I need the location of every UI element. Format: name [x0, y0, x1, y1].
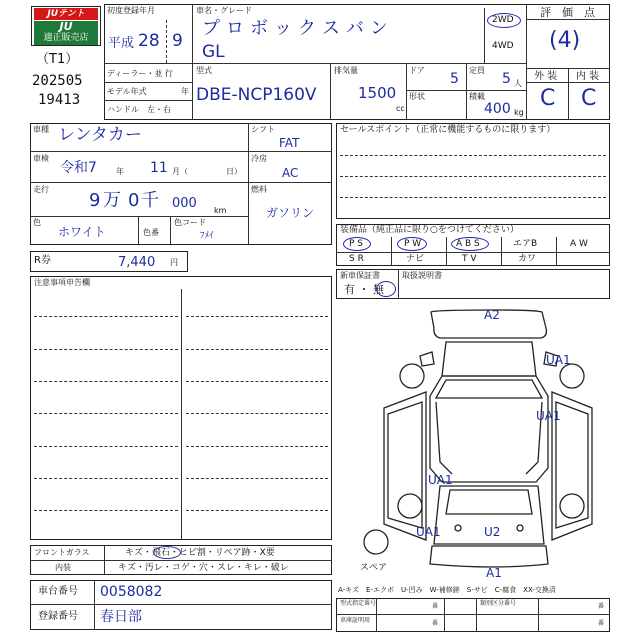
reg-value: 春日部	[100, 609, 142, 625]
equip-tv: T V	[462, 254, 477, 264]
mileage-label: 走行	[33, 185, 49, 194]
rating-value: (4)	[549, 28, 581, 53]
spare-tire	[364, 530, 388, 554]
reg-month: 9	[172, 31, 183, 51]
body-type-label: 車種	[33, 125, 49, 134]
color-no-label: 色番	[143, 228, 159, 237]
shift-label: シフト	[251, 125, 275, 134]
mileage-1: 9	[89, 190, 101, 211]
insp-month-unit: 月（	[172, 167, 188, 176]
color-value: ホワイト	[58, 225, 106, 239]
logo-sub: 適正販売店	[43, 33, 89, 43]
notes-label: 注意事項申告欄	[34, 278, 90, 287]
rating-label: 評 価 点	[540, 6, 595, 19]
lot-num1: 202505	[32, 73, 83, 89]
damage-legend: A-キズ E-エクボ U-凹み W-補修跡 S-サビ C-腐食 XX-交換済	[338, 586, 556, 594]
reg-label: 登録番号	[38, 611, 78, 622]
equip-airbag: エアB	[513, 239, 538, 249]
person-unit: 人	[514, 79, 522, 88]
insp-month: 11	[150, 160, 168, 176]
yen-unit: 円	[170, 258, 178, 267]
equip-sr: S R	[349, 254, 364, 264]
drive-2wd: 2WD	[492, 15, 514, 25]
mileage-2: 0	[128, 190, 140, 211]
front-glass-value: キズ・飛石・ヒビ割・リペア跡・X要	[125, 548, 275, 558]
insp-year-unit: 年	[116, 167, 124, 176]
exterior-label: 外 装	[534, 71, 558, 82]
load-label: 積載	[469, 92, 485, 101]
dealer-label: ディーラー・並 行	[107, 69, 173, 78]
capacity-value: 5	[502, 71, 511, 87]
equip-leather: カワ	[518, 254, 537, 264]
mark-front: A2	[484, 308, 500, 322]
class-no-mark: 番	[598, 603, 605, 610]
registry-box	[336, 598, 610, 632]
equip-ps: P S	[349, 239, 364, 249]
load-value: 400	[484, 101, 511, 117]
mileage-man: 万	[103, 190, 121, 211]
body-type-value: レンタカー	[58, 125, 142, 145]
car-name-label: 車名・グレード	[196, 6, 252, 15]
mark-rear: U2	[484, 525, 501, 539]
drive-4wd: 4WD	[492, 41, 514, 51]
cab-outline	[430, 376, 548, 482]
shift-value: FAT	[279, 136, 300, 150]
fuel-label: 燃料	[251, 185, 267, 194]
lot-num2: 19413	[38, 92, 81, 108]
front-glass-circle	[153, 546, 181, 559]
equip-pw: P W	[404, 239, 422, 249]
warranty-choice[interactable]: 有 ・ 無	[344, 283, 384, 296]
reg-era: 平成	[108, 36, 135, 51]
interior-row-value: キズ・汚レ・コゲ・穴・スレ・キレ・破レ	[118, 563, 289, 573]
type-no-label: 型式指定番号	[340, 600, 377, 607]
front-glass-label: フロントガラス	[34, 548, 90, 557]
sales-point-box	[336, 123, 610, 219]
wheel-rr	[560, 494, 584, 518]
r-ticket-box	[30, 251, 188, 272]
sales-point-label: セールスポイント（正常に機能するものに限ります）	[340, 125, 556, 135]
type-no-mark: 番	[432, 603, 439, 610]
exterior-value: C	[540, 86, 556, 111]
wheel-fl	[400, 364, 424, 388]
mark-right-front: UA1	[546, 353, 571, 367]
logo	[31, 6, 101, 46]
fuel-value: ガソリン	[266, 206, 315, 220]
manual-label: 取扱説明書	[402, 271, 442, 280]
equip-ps-circle	[343, 237, 371, 251]
insp-day-unit: 日）	[226, 167, 242, 176]
logo-mark	[34, 21, 98, 45]
equip-abs: A B S	[456, 239, 480, 249]
warranty-circle	[376, 281, 396, 297]
class-no-label: 類別区分番号	[480, 600, 517, 607]
mark-right-side: UA1	[536, 409, 561, 423]
mark-left-bottom: UA1	[416, 525, 441, 539]
mileage-sen: 千	[141, 190, 159, 211]
equip-navi: ナビ	[406, 254, 425, 264]
color-label: 色	[33, 218, 41, 227]
type-label: 型式	[196, 66, 212, 75]
left-side-outline	[384, 392, 426, 540]
equip-pw-circle	[397, 237, 427, 251]
cert-no-label: 車庫証明用	[340, 617, 371, 624]
spare-label: スペア	[360, 563, 388, 573]
door-value: 5	[450, 71, 459, 87]
hood-outline	[442, 342, 536, 376]
displacement-label: 排気量	[334, 66, 358, 75]
mileage-3: 000	[172, 196, 197, 211]
insp-era: 令和7	[60, 160, 97, 176]
car-name-2: GL	[202, 42, 225, 62]
warranty-label: 新車保証書	[340, 271, 380, 280]
capacity-label: 定員	[469, 66, 485, 75]
equip-abs-circle	[451, 237, 489, 251]
interior-value: C	[581, 86, 597, 111]
displacement-value: 1500	[358, 84, 397, 102]
cc-unit: cc	[396, 104, 405, 113]
car-name-1: プロボックスバン	[202, 18, 394, 39]
aircon-value: AC	[282, 166, 299, 180]
first-reg-label: 初度登録年月	[107, 6, 155, 15]
r-ticket-value: 7,440	[118, 255, 156, 270]
lot-t1: （T1）	[36, 52, 79, 67]
inspection-label: 車検	[33, 154, 49, 163]
r-ticket-label: R券	[34, 255, 51, 266]
color-code-label: 色コード	[174, 218, 206, 227]
interior-label: 内 装	[576, 71, 600, 82]
wheel-fr	[560, 364, 584, 388]
cert-no-mark: 番	[432, 620, 439, 627]
shape-label: 形状	[409, 92, 425, 101]
model-value: DBE-NCP160V	[196, 85, 317, 105]
kg-unit: kg	[514, 108, 524, 117]
mark-left-rear: UA1	[428, 473, 453, 487]
color-code-value: ﾌﾒｲ	[200, 231, 214, 241]
reg-year: 28	[138, 31, 160, 51]
equip-aw: A W	[570, 239, 588, 249]
km-unit: km	[214, 206, 227, 215]
model-year-label: モデル年式	[107, 87, 147, 96]
aircon-label: 冷房	[251, 154, 267, 163]
chassis-label: 車台番号	[38, 586, 78, 597]
logo-brand: JUテント	[34, 8, 98, 20]
cert-no-mark-2: 番	[598, 620, 605, 627]
rear-bumper-outline	[430, 546, 548, 567]
model-year-unit: 年	[181, 87, 189, 96]
chassis-value: 0058082	[100, 584, 163, 600]
mark-rear-bumper: A1	[486, 566, 502, 580]
door-label: ドア	[409, 66, 425, 75]
handle-label: ハンドル 左・右	[107, 105, 171, 114]
car-damage-diagram	[336, 302, 610, 580]
logo-top: JU	[59, 20, 73, 33]
wheel-rl	[398, 494, 422, 518]
equipment-label: 装備品（純正品に限り○をつけてください）	[340, 225, 519, 235]
interior-row-label: 内装	[55, 563, 71, 572]
